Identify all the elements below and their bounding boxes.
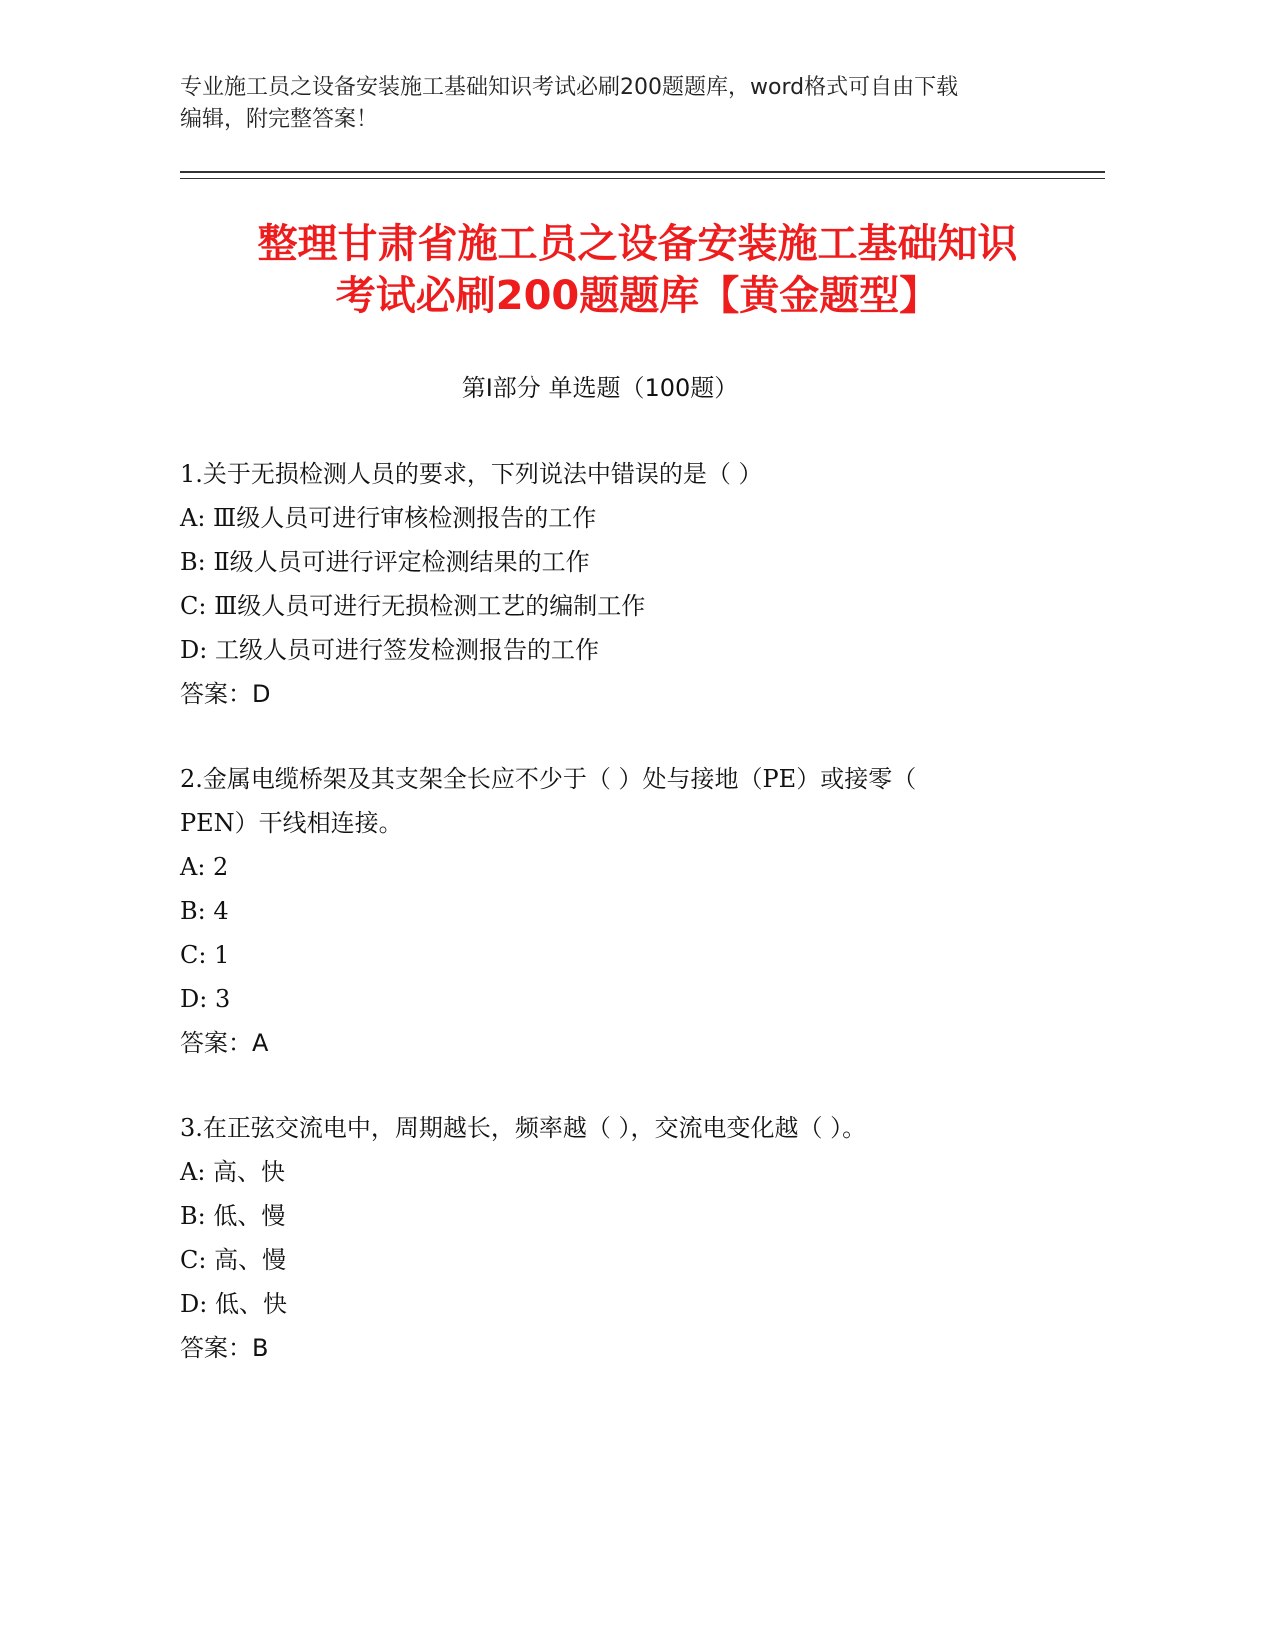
option-a: A: 2 (180, 853, 229, 881)
option-b: B: 低、慢 (180, 1202, 286, 1230)
document-title-line-1: 整理甘肃省施工员之设备安装施工基础知识 (257, 221, 1018, 267)
question-stem: 3.在正弦交流电中，周期越长，频率越（ ），交流电变化越（ ）。 (180, 1114, 867, 1142)
option-c: C: 高、慢 (180, 1246, 287, 1274)
question-1 (180, 452, 1080, 716)
option-d: D: 工级人员可进行签发检测报告的工作 (180, 636, 599, 664)
option-c: C: 1 (180, 941, 230, 969)
question-2 (180, 757, 1080, 1065)
header-note-line-2: 编辑，附完整答案！ (180, 107, 379, 132)
header-divider-thick (180, 171, 1105, 173)
answer-key: 答案：B (180, 1334, 269, 1362)
question-stem: 1.关于无损检测人员的要求，下列说法中错误的是（ ） (180, 460, 763, 488)
option-a: A: Ⅲ级人员可进行审核检测报告的工作 (180, 504, 597, 532)
answer-key: 答案：D (180, 680, 271, 708)
option-b: B: Ⅱ级人员可进行评定检测结果的工作 (180, 548, 590, 576)
header-note (180, 72, 1100, 136)
document-title (150, 218, 1125, 322)
option-d: D: 3 (180, 985, 231, 1013)
option-b: B: 4 (180, 897, 229, 925)
document-title-line-2: 考试必刷200题题库【黄金题型】 (335, 273, 940, 319)
answer-key: 答案：A (180, 1029, 269, 1057)
option-c: C: Ⅲ级人员可进行无损检测工艺的编制工作 (180, 592, 646, 620)
header-note-line-1: 专业施工员之设备安装施工基础知识考试必刷200题题库，word格式可自由下载 (180, 75, 959, 100)
section-heading: 第Ⅰ部分 单选题（100题） (461, 374, 739, 402)
question-3 (180, 1106, 1080, 1370)
question-stem-line-1: 2.金属电缆桥架及其支架全长应不少于（ ）处与接地（PE）或接零（ (180, 765, 917, 793)
option-a: A: 高、快 (180, 1158, 286, 1186)
option-d: D: 低、快 (180, 1290, 287, 1318)
question-stem-line-2: PEN）干线相连接。 (180, 809, 403, 837)
header-divider-thin (180, 178, 1105, 179)
